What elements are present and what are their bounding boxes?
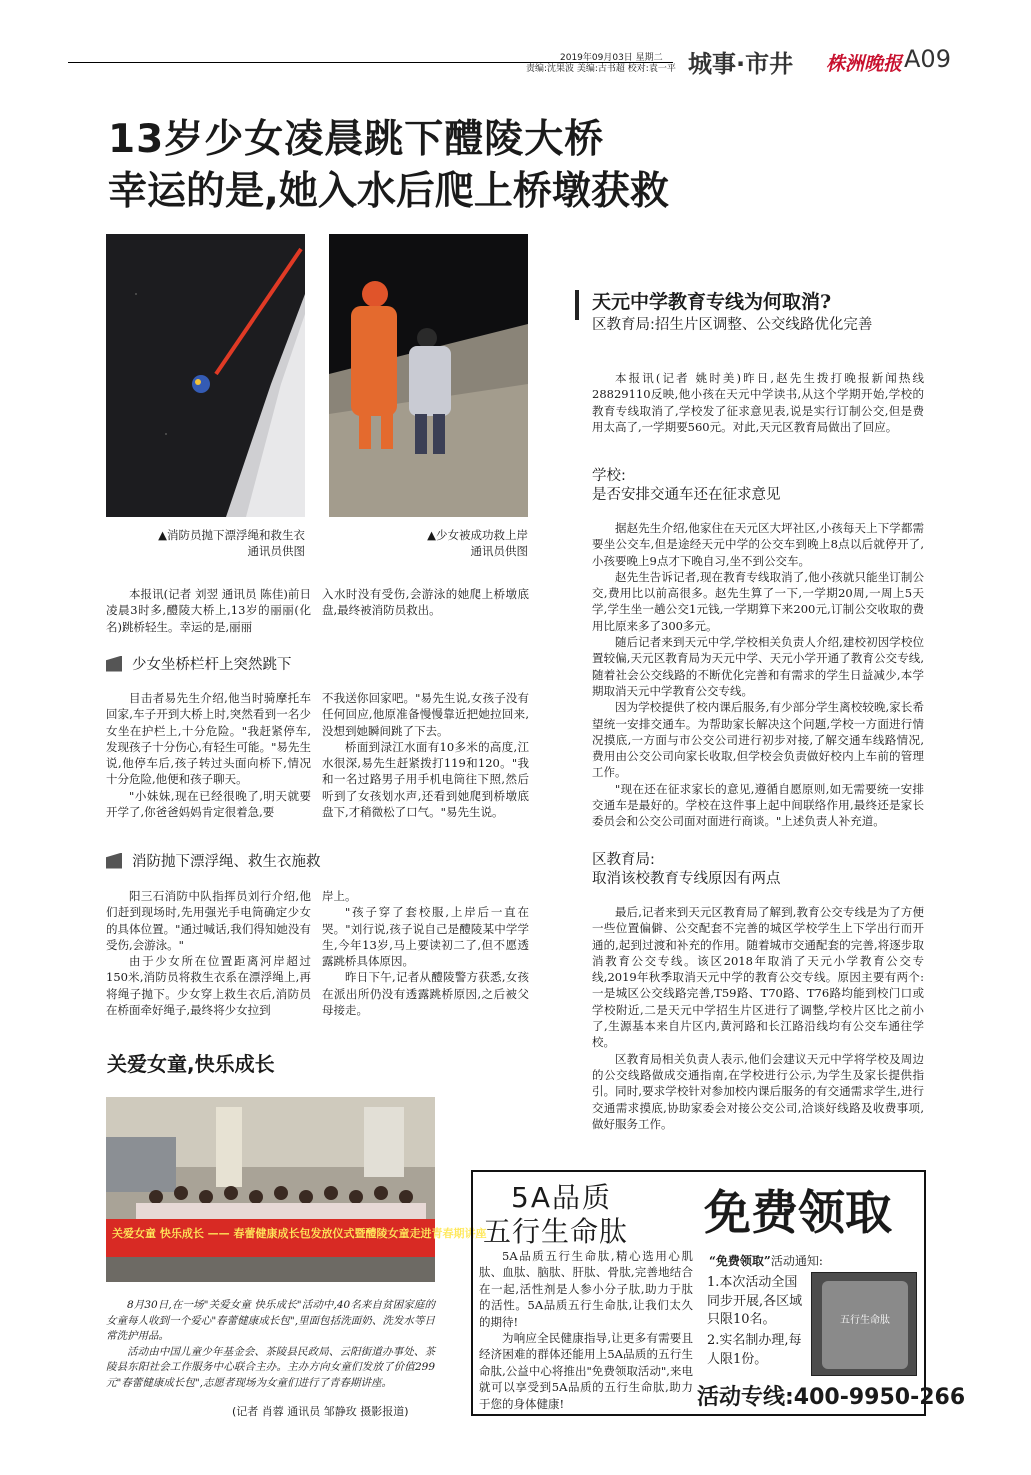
- right-subhead-bureau-text: 取消该校教育专线原因有两点: [592, 871, 781, 887]
- right-block1: [592, 370, 924, 435]
- story-intro-col1: [106, 586, 311, 635]
- ad-line2: 五行生命肽: [483, 1215, 629, 1248]
- photo1-caption: [106, 527, 305, 559]
- section-title: 城事·市井: [688, 50, 794, 78]
- photo2-caption: [329, 527, 528, 559]
- subhead-2-text: 消防抛下漂浮绳、救生衣施救: [132, 854, 321, 870]
- ad-notice-rest: 活动通知:: [770, 1254, 823, 1268]
- s1-col2-para1: 不我送你回家吧。"易先生说,女孩子没有任何回应,他原准备慢慢靠近把她拉回来,没想到她瞬间跳了下去。: [322, 691, 529, 738]
- ad-notice-quote: “免费领取”: [709, 1254, 771, 1268]
- story-intro-right: 入水时没有受伤,会游泳的她爬上桥墩底盘,最终被消防员救出。: [322, 587, 529, 618]
- photo1-credit: 通讯员供图: [247, 544, 305, 558]
- ad-hotline: 活动专线:400-9950-266: [697, 1385, 966, 1410]
- right-block3: [592, 904, 924, 1132]
- header-date: 2019年09月03日 星期二: [560, 53, 663, 63]
- s1-col1-para1: 目击者易先生介绍,他当时骑摩托车回家,车子开到大桥上时,突然看到一名少女坐在护栏上,十分危险。"我赶紧停车,发现孩子十分伤心,有轻生可能。"易先生说,他停车后,孩子转过头面向桥下,情况十分危险,他便和孩子聊天。: [106, 691, 311, 787]
- care-para2: 活动由中国儿童少年基金会、茶陵县民政局、云阳街道办事处、茶陵县东阳社会工作服务中心联合主办。主办方向女童们发放了价值299元"春蕾健康成长包",志愿者现场为女童们进行了青春期讲座。: [106, 1345, 435, 1389]
- header-editors: 责编:沈果波 美编:古书超 校对:袁一平: [526, 64, 676, 74]
- photo-firefighter-rope: [106, 234, 305, 517]
- s2-col2-para1: 岸上。: [322, 889, 357, 903]
- s1-col1-para2: "小妹妹,现在已经很晚了,明天就要开学了,你爸爸妈妈肯定很着急,要: [106, 788, 311, 820]
- right-subhead-school-text: 是否安排交通车还在征求意见: [592, 487, 781, 503]
- s2-col1-para1: 阳三石消防中队指挥员刘行介绍,他们赶到现场时,先用强光手电筒确定少女的具体位置。"通过喊话,我们得知她没有受伤,会游泳。": [106, 889, 311, 952]
- right-para5: 因为学校提供了校内课后服务,有少部分学生离校较晚,家长希望统一安排交通车。为帮助家长解决这个问题,学校一方面进行情况摸底,一方面与市公交公司进行初步对接,了解交通车线路情况,费用由公交公司向家长收取,但学校会负责做好校内上车前的管理工作。: [592, 700, 924, 780]
- right-subhead-bureau-label: 区教育局:: [592, 852, 655, 868]
- right-subhead-school-label: 学校:: [592, 468, 626, 484]
- ad-para2: 为响应全民健康指导,让更多有需要且经济困难的群体还能用上5A品质的五行生命肽,公益中心将推出"免费领取活动",来电就可以享受到5A品质的五行生命肽,助力于您的身体健康!: [479, 1331, 693, 1411]
- photo2-credit: 通讯员供图: [470, 544, 528, 558]
- paper-logo: 株洲晚报: [826, 53, 903, 75]
- photo2-caption-text: ▲少女被成功救上岸: [427, 528, 528, 542]
- page-number: A09: [904, 45, 951, 73]
- ad-notice-header: [709, 1252, 823, 1269]
- photo1-caption-text: ▲消防员抛下漂浮绳和救生衣: [158, 528, 305, 542]
- right-column-rule: [575, 290, 579, 320]
- ad-notice-1: 1.本次活动全国同步开展,各区域只限10名。: [707, 1275, 803, 1327]
- care-title: 关爱女童,快乐成长: [107, 1052, 275, 1076]
- right-para1: 本报讯(记者 姚时美)昨日,赵先生拨打晚报新闻热线28829110反映,他小孩在天元中学读书,从这个学期开始,学校的教育专线取消了,学校发了征求意见表,说是实行订制公交,但是费用太高了,一学期要560元。对此,天元区教育局做出了回应。: [592, 371, 924, 434]
- s2-col2-para3: 昨日下午,记者从醴陵警方获悉,女孩在派出所仍没有透露跳桥原因,之后被父母接走。: [322, 970, 529, 1018]
- right-para2: 据赵先生介绍,他家住在天元区大坪社区,小孩每天上下学都需要坐公交车,但是途经天元中学的公交车到晚上8点以后就停开了,小孩要晚上9点才下晚自习,坐不到公交车。: [592, 521, 924, 568]
- care-byline: (记者 肖蓉 通讯员 邹静玫 摄影报道): [232, 1405, 409, 1418]
- right-para4: 随后记者来到天元中学,学校相关负责人介绍,建校初因学校位置较偏,天元区教育局为天元中学、天元小学开通了教育公交专线,随着社会公交线路的不断优化完善和有需求的学生日益减少,本学期取消天元中学教育公交专线。: [592, 635, 924, 698]
- care-para1: 8月30日,在一场"关爱女童 快乐成长"活动中,40名来自贫困家庭的女童每人收到一个爱心"春蕾健康成长包",里面包括洗面奶、洗发水等日常洗护用品。: [106, 1299, 435, 1342]
- headline-line2: 幸运的是,她入水后爬上桥墩获救: [108, 169, 669, 214]
- banner-text: 关爱女童 快乐成长 —— 春蕾健康成长包发放仪式暨醴陵女童走进青春期讲座: [112, 1227, 487, 1240]
- s2-col2-para2: "孩子穿了套校服,上岸后一直在哭。"刘行说,孩子说自己是醴陵某中学学生,今年13岁,马上要读初二了,但不愿透露跳桥具体原因。: [322, 905, 529, 969]
- right-para3: 赵先生告诉记者,现在教育专线取消了,他小孩就只能坐订制公交,费用比以前高很多。赵先生算了一下,一学期20周,一周上5天学,学生坐一趟公交1元钱,一学期算下来200元,订制公交收取的费用比原来多了300多元。: [592, 569, 924, 633]
- right-subtitle: 区教育局:招生片区调整、公交线路优化完善: [592, 317, 873, 333]
- s2-col2: [322, 888, 529, 1018]
- story-intro-col2: [322, 586, 529, 619]
- s2-col1: [106, 888, 311, 1018]
- ad-body: [479, 1248, 693, 1412]
- right-subhead-bureau: [592, 851, 781, 889]
- ad-notice-2: 2.实名制办理,每人限1份。: [707, 1333, 802, 1367]
- right-subhead-school: [592, 467, 781, 505]
- ad-product-label: 五行生命肽: [840, 1315, 890, 1326]
- right-para7: 最后,记者来到天元区教育局了解到,教育公交专线是为了方便一些位置偏僻、公交配套不完善的城区学校学生上下学出行而开通的,起到过渡和补充的作用。随着城市交通配套的完善,将逐步取消教育公交专线。该区2018年取消了天元小学教育公交专线,2019年秋季取消天元中学的教育公交专线。原因主要有两个:一是城区公交线路完善,T59路、T70路、T76路均能到校门口或学校附近,二是天元中学招生片区进行了调整,学校片区比之前小了,生源基本来自片区内,黄河路和长江路沿线均有公交车通往学校。: [592, 905, 924, 1050]
- s1-col2-para2: 桥面到渌江水面有10多米的高度,江水很深,易先生赶紧拨打119和120。"我和一名过路男子用手机电筒往下照,然后听到了女孩划水声,还看到她爬到桥墩底盘下,才稍微松了口气。"易先生说。: [322, 739, 529, 820]
- care-body: [106, 1298, 435, 1391]
- ad-line1: 5A品质: [511, 1181, 612, 1214]
- subhead-2: [106, 850, 321, 871]
- s1-col2: [322, 690, 529, 820]
- s1-col1: [106, 690, 311, 820]
- ad-product-image: [811, 1272, 917, 1376]
- s2-col1-para2: 由于少女所在位置距离河岸超过150米,消防员将救生衣系在漂浮绳上,再将绳子抛下。少女穿上救生衣后,消防员在桥面牵好绳子,最终将少女拉到: [106, 954, 311, 1018]
- ad-free-title: 免费领取: [704, 1186, 892, 1241]
- headline-line1: 13岁少女凌晨跳下醴陵大桥: [108, 117, 605, 162]
- right-block2: [592, 520, 924, 830]
- right-para6: "现在还在征求家长的意见,遵循自愿原则,如无需要统一安排交通车是最好的。学校在这件事上起中间联络作用,最终还是家长委员会和公交公司面对面进行商谈。"上述负责人补充道。: [592, 781, 924, 829]
- photo-girls-group: [106, 1097, 487, 1282]
- story-intro-left: 本报讯(记者 刘翌 通讯员 陈佳)前日凌晨3时多,醴陵大桥上,13岁的丽丽(化名)跳桥轻生。幸运的是,丽丽: [106, 587, 311, 634]
- photo-rescue-shore: [329, 234, 528, 517]
- right-title: 天元中学教育专线为何取消?: [592, 291, 832, 313]
- ad-box: [471, 1170, 966, 1416]
- subhead-1-text: 少女坐桥栏杆上突然跳下: [132, 657, 292, 673]
- right-para8: 区教育局相关负责人表示,他们会建议天元中学将学校及周边的公交线路做成交通指南,在学校进行公示,为学生及家长提供指引。同时,要求学校针对参加校内课后服务的有交通需求学生,进行交通需求摸底,协助家委会对接公交公司,洽谈好线路及收费事项,做好服务工作。: [592, 1051, 924, 1131]
- subhead-1: [106, 653, 292, 674]
- ad-para1: 5A品质五行生命肽,精心选用心肌肽、血肽、脑肽、肝肽、骨肽,完善地结合在一起,活性剂是人参小分子肽,助力于肽的活性。5A品质五行生命肽,让我们太久的期待!: [479, 1249, 693, 1329]
